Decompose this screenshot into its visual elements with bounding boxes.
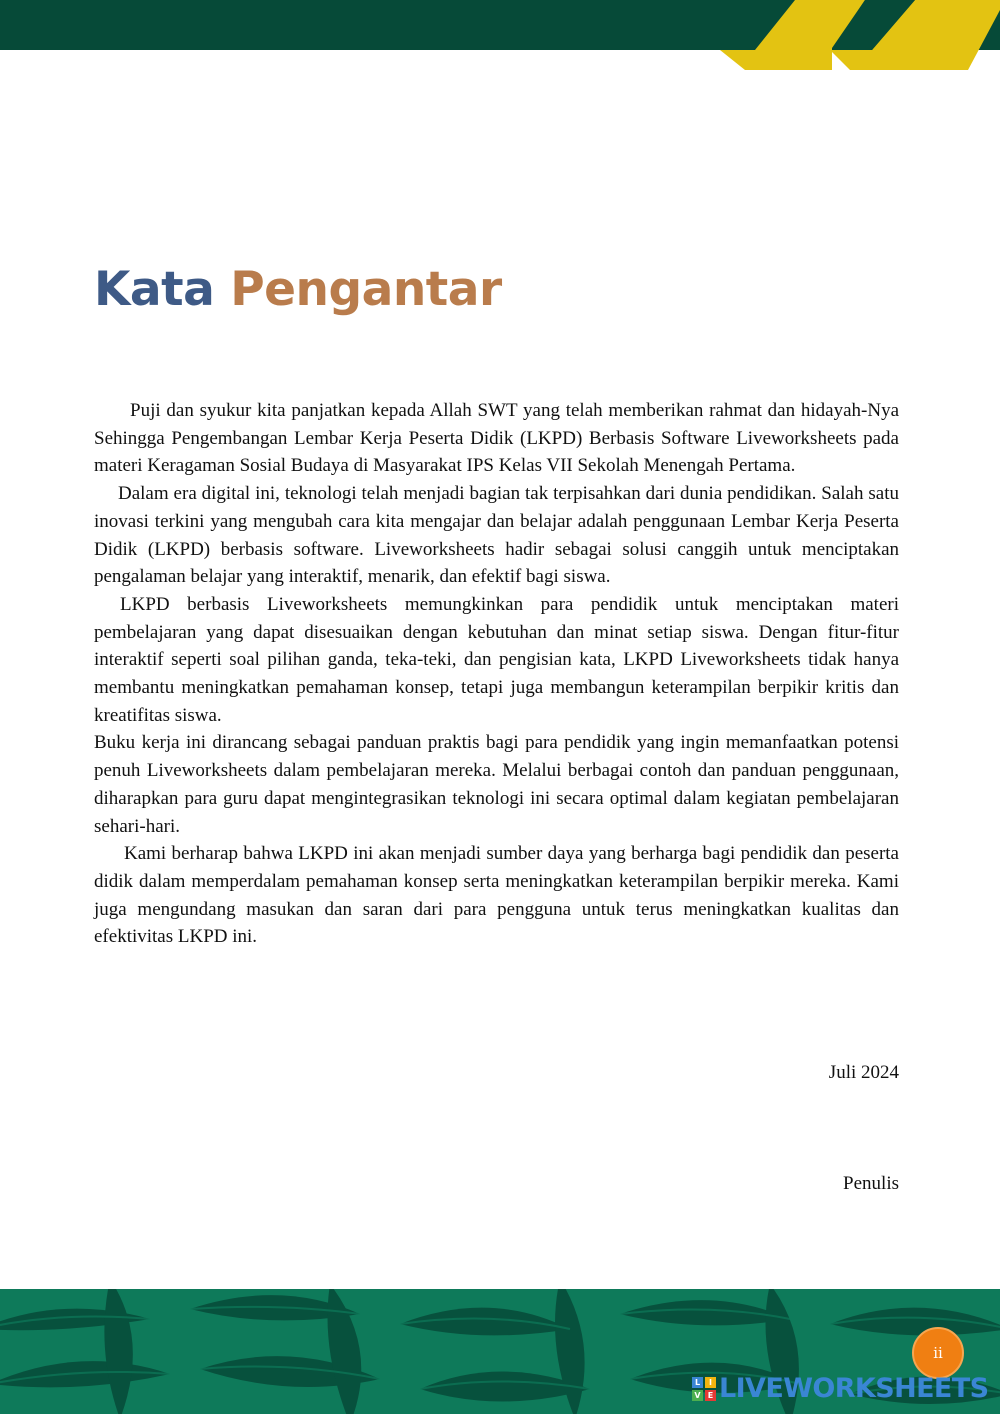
logo-letter-l: L xyxy=(692,1377,703,1388)
body-text xyxy=(94,397,899,951)
paragraph-5: Kami berharap bahwa LKPD ini akan menjadi sumber daya yang berharga bagi pendidik dan peserta didik dalam memperdalam pemahaman konsep serta meningkatkan keterampilan berpikir mereka. Kami juga mengundang masukan dan saran dari para pengguna untuk terus meningkatkan kualitas dan efektivitas LKPD ini. xyxy=(94,843,899,948)
liveworksheets-brand xyxy=(692,1374,992,1406)
logo-letter-i: I xyxy=(705,1377,716,1388)
title-word-kata: Kata xyxy=(94,262,215,317)
paragraph-3: LKPD berbasis Liveworksheets memungkinkan para pendidik untuk menciptakan materi pembelajaran yang dapat disesuaikan dengan kebutuhan dan minat setiap siswa. Dengan fitur-fitur interaktif seperti soal pilihan ganda, teka-teki, dan pengisian kata, LKPD Liveworksheets tidak hanya membantu meningkatkan pemahaman konsep, tetapi juga membangun keterampilan berpikir kritis dan kreatifitas siswa. xyxy=(94,593,899,726)
logo-letter-v: V xyxy=(692,1390,703,1401)
logo-letter-e: E xyxy=(705,1390,716,1401)
liveworksheets-logo-icon xyxy=(692,1377,716,1401)
page-title xyxy=(94,258,502,322)
paragraph-1: Puji dan syukur kita panjatkan kepada Allah SWT yang telah memberikan rahmat dan hidayah-Nya Sehingga Pengembangan Lembar Kerja Peserta Didik (LKPD) Berbasis Software Liveworksheets pada materi Keragaman Sosial Budaya di Masyarakat IPS Kelas VII Sekolah Menengah Pertama. xyxy=(94,400,899,477)
header-stripes-decoration xyxy=(700,0,1000,72)
paragraph-4: Buku kerja ini dirancang sebagai panduan praktis bagi para pendidik yang ingin memanfaatkan potensi penuh Liveworksheets dalam pembelajaran mereka. Melalui berbagai contoh dan panduan penggunaan, diharapkan para guru dapat mengintegrasikan teknologi ini secara optimal dalam kegiatan pembelajaran sehari-hari. xyxy=(94,732,899,837)
title-word-pengantar: Pengantar xyxy=(230,262,502,317)
signature-author: Penulis xyxy=(843,1173,899,1194)
page-number-badge: ii xyxy=(912,1327,964,1379)
liveworksheets-wordmark: LIVEWORKSHEETS xyxy=(719,1373,989,1404)
paragraph-2: Dalam era digital ini, teknologi telah menjadi bagian tak terpisahkan dari dunia pendidikan. Salah satu inovasi terkini yang mengubah cara kita mengajar dan belajar adalah penggunaan Lembar Kerja Peserta Didik (LKPD) berbasis software. Liveworksheets hadir sebagai solusi canggih untuk menciptakan pengalaman belajar yang interaktif, menarik, dan efektif bagi siswa. xyxy=(94,483,899,588)
signature-date: Juli 2024 xyxy=(828,1062,899,1083)
